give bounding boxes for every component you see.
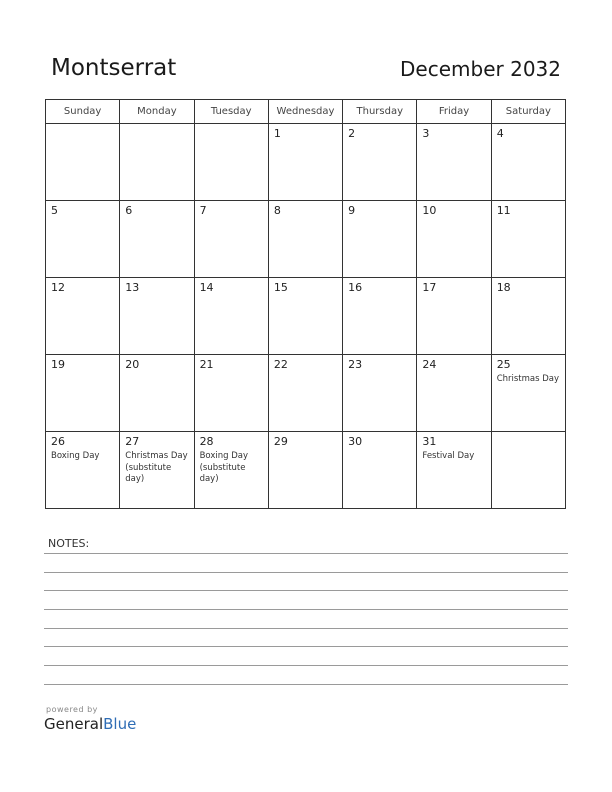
notes-label: NOTES:	[48, 537, 90, 550]
day-number: 3	[422, 127, 430, 140]
day-number: 5	[51, 204, 58, 217]
day-cell	[46, 432, 120, 509]
holiday-label: Boxing Day	[51, 451, 100, 461]
weekday-header: Friday	[417, 100, 491, 124]
day-cell	[491, 201, 565, 278]
day-cell	[491, 278, 565, 355]
notes-line	[44, 553, 568, 554]
day-number: 29	[273, 435, 288, 448]
powered-by-text: powered by	[46, 705, 98, 714]
day-cell	[417, 355, 491, 432]
calendar-body	[46, 124, 566, 509]
day-number: 6	[125, 204, 133, 217]
day-cell	[491, 355, 565, 432]
week-row	[46, 201, 566, 278]
day-cell	[194, 201, 268, 278]
day-number: 7	[199, 204, 207, 217]
day-cell	[343, 278, 417, 355]
week-row	[46, 278, 566, 355]
notes-line	[44, 646, 568, 647]
day-number: 21	[199, 358, 214, 371]
month-title: December 2032	[400, 57, 561, 81]
day-number: 30	[348, 435, 363, 448]
day-cell	[343, 432, 417, 509]
calendar-grid	[45, 99, 566, 509]
day-cell	[268, 355, 342, 432]
day-cell	[417, 432, 491, 509]
day-number: 31	[422, 435, 437, 448]
day-number: 2	[348, 127, 356, 140]
day-cell	[46, 124, 120, 201]
day-cell	[46, 278, 120, 355]
holiday-label: Festival Day	[422, 451, 475, 461]
holiday-label: Boxing Day (substitute day)	[199, 451, 248, 484]
notes-line	[44, 572, 568, 573]
day-cell	[194, 432, 268, 509]
day-cell	[268, 278, 342, 355]
day-number: 1	[273, 127, 281, 140]
day-number: 24	[422, 358, 437, 371]
day-cell	[194, 355, 268, 432]
logo-blue: Blue	[103, 715, 137, 733]
day-cell	[417, 124, 491, 201]
day-cell	[46, 201, 120, 278]
holiday-label: Christmas Day	[496, 374, 560, 384]
day-number: 19	[51, 358, 65, 371]
logo-general: General	[44, 715, 104, 733]
weekday-header-row	[46, 100, 566, 124]
notes-line	[44, 684, 568, 685]
notes-line	[44, 590, 568, 591]
day-cell	[491, 432, 565, 509]
day-cell	[417, 278, 491, 355]
day-cell	[120, 355, 194, 432]
week-row	[46, 355, 566, 432]
day-number: 27	[125, 435, 140, 448]
day-number: 11	[496, 204, 511, 217]
notes-line	[44, 609, 568, 610]
day-number: 26	[51, 435, 65, 448]
brand-footer	[44, 705, 136, 733]
weekday-header: Sunday	[46, 100, 120, 124]
day-cell	[46, 355, 120, 432]
day-cell	[343, 201, 417, 278]
week-row	[46, 124, 566, 201]
day-cell	[343, 355, 417, 432]
weekday-header: Wednesday	[268, 100, 342, 124]
day-cell	[417, 201, 491, 278]
day-number: 15	[273, 281, 288, 294]
day-cell	[120, 201, 194, 278]
day-cell	[120, 124, 194, 201]
day-number: 23	[348, 358, 363, 371]
day-cell	[120, 432, 194, 509]
day-number: 25	[496, 358, 511, 371]
day-number: 10	[422, 204, 437, 217]
day-number: 12	[51, 281, 65, 294]
notes-line	[44, 628, 568, 629]
day-number: 22	[273, 358, 288, 371]
week-row	[46, 432, 566, 509]
day-number: 8	[273, 204, 281, 217]
country-title: Montserrat	[51, 55, 177, 81]
weekday-header: Thursday	[343, 100, 417, 124]
day-number: 9	[348, 204, 356, 217]
day-number: 14	[199, 281, 214, 294]
day-cell	[343, 124, 417, 201]
day-cell	[120, 278, 194, 355]
day-number: 13	[125, 281, 140, 294]
day-cell	[268, 124, 342, 201]
day-cell	[268, 432, 342, 509]
day-number: 20	[125, 358, 140, 371]
notes-line	[44, 665, 568, 666]
holiday-label: Christmas Day (substitute day)	[125, 451, 188, 484]
generalblue-logo	[44, 715, 136, 733]
day-number: 17	[422, 281, 437, 294]
day-cell	[268, 201, 342, 278]
weekday-header: Saturday	[491, 100, 565, 124]
day-number: 18	[496, 281, 511, 294]
weekday-header: Tuesday	[194, 100, 268, 124]
day-number: 28	[199, 435, 214, 448]
day-number: 4	[496, 127, 504, 140]
day-cell	[194, 278, 268, 355]
day-cell	[194, 124, 268, 201]
day-cell	[491, 124, 565, 201]
day-number: 16	[348, 281, 363, 294]
weekday-header: Monday	[120, 100, 194, 124]
